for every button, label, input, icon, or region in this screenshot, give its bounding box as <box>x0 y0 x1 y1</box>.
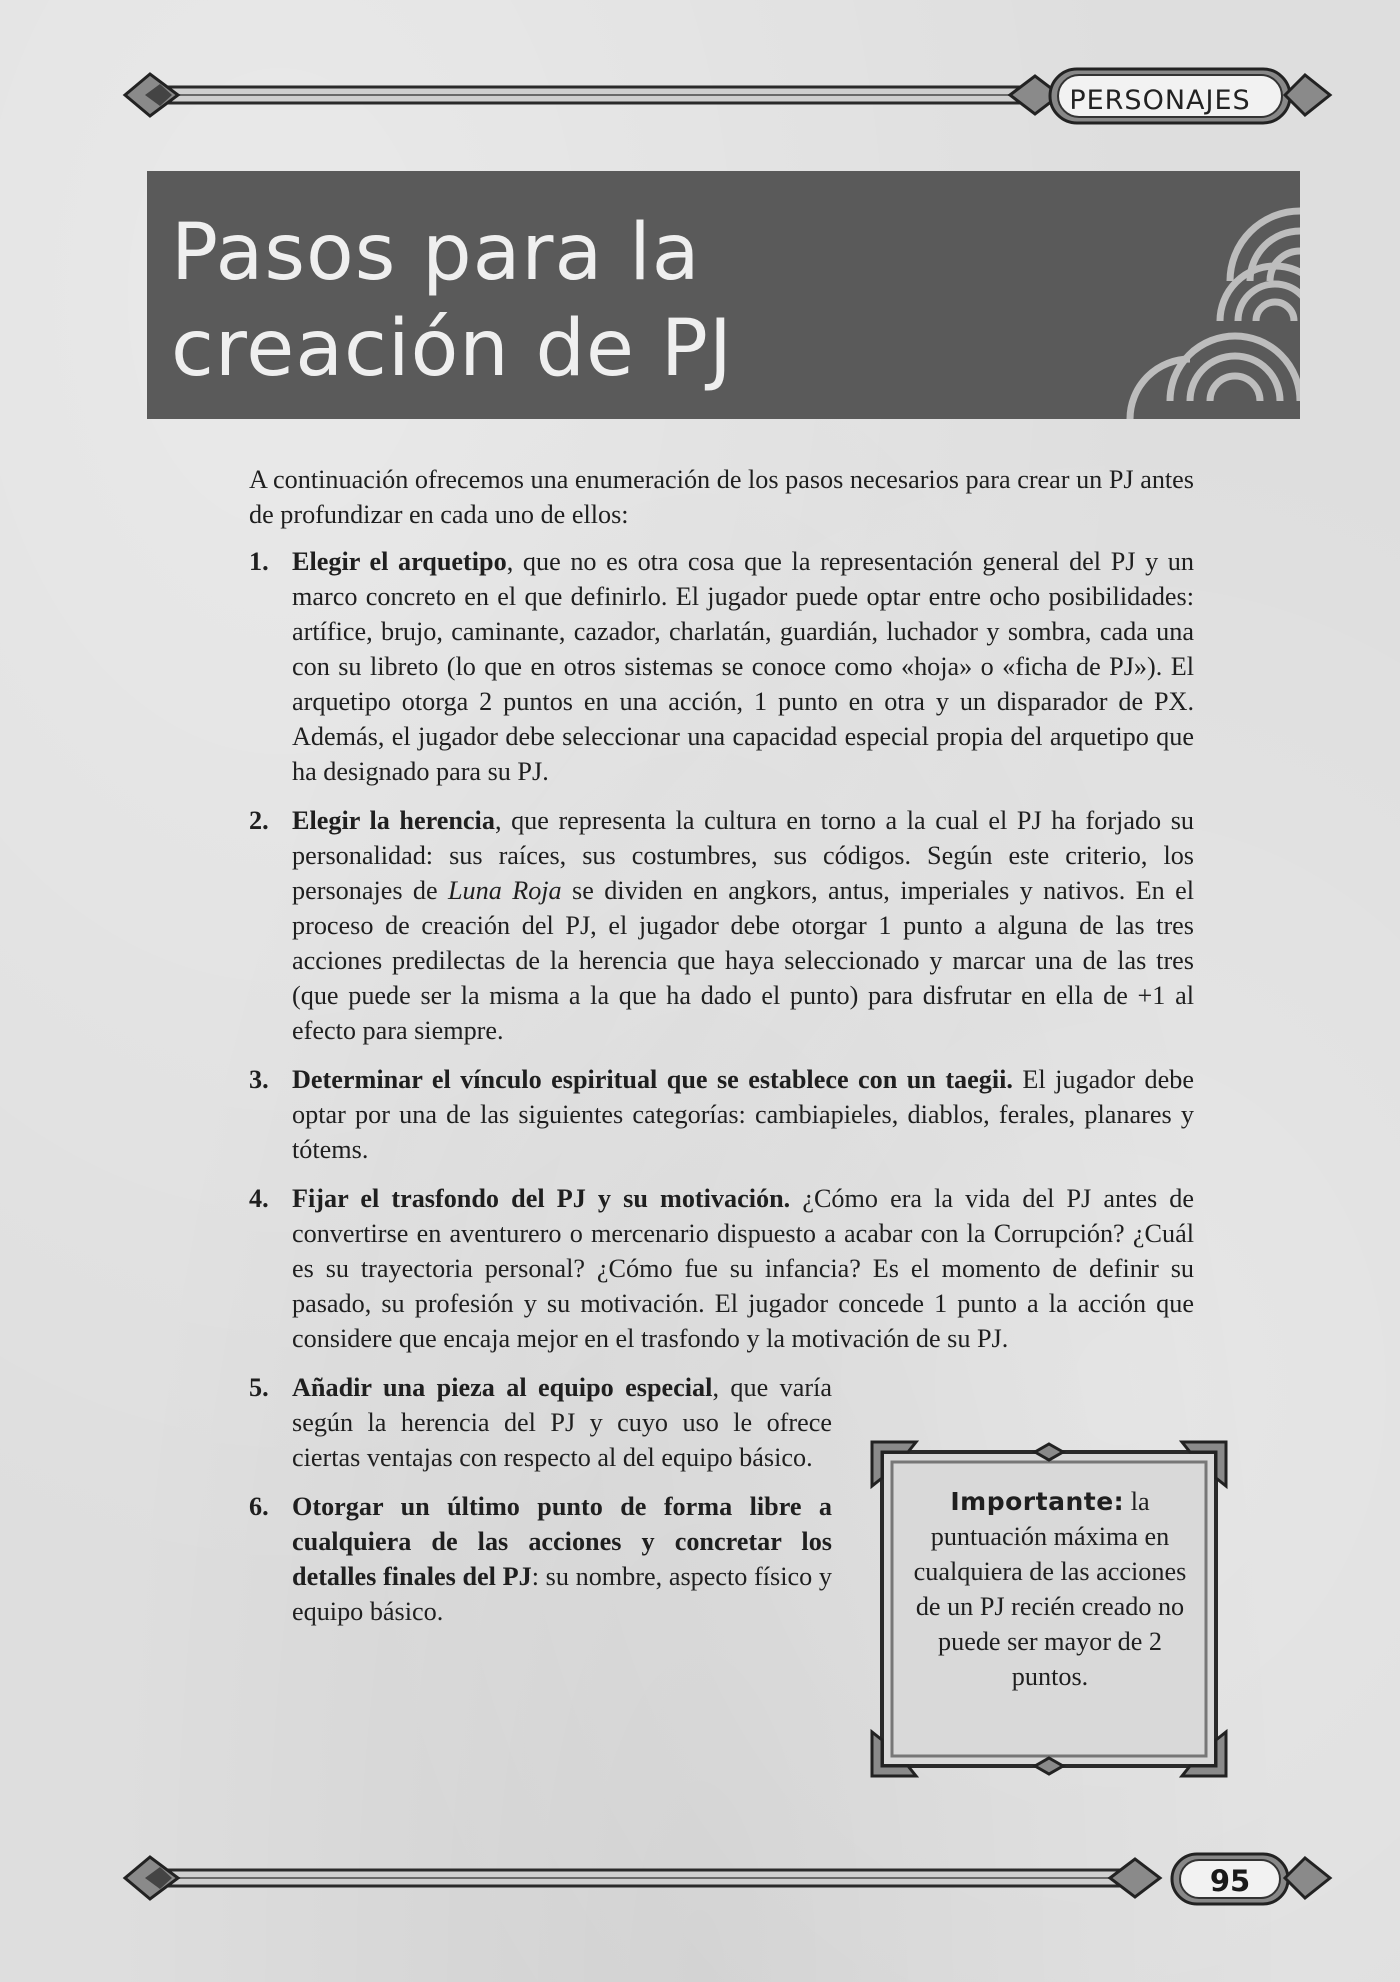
step-number: 1. <box>249 547 269 576</box>
list-item <box>249 1181 1194 1356</box>
callout-heading: Importante: <box>950 1487 1125 1516</box>
step-text: El jugador debe optar por una de las siguientes categorías: cambiapieles, diablos, ferales, planares y tótems. <box>292 1065 1194 1164</box>
page-title <box>171 205 733 397</box>
list-item <box>249 1370 832 1475</box>
swirl-ornament <box>1110 171 1300 419</box>
callout-box <box>868 1438 1230 1780</box>
step-lead: Añadir una pieza al equipo especial <box>292 1373 713 1402</box>
title-line-2: creación de PJ <box>171 304 733 394</box>
step-text: se dividen en angkors, antus, imperiales y nativos. En el proceso de creación del PJ, el jugador debe otorgar 1 punto a alguna de las tres acciones predilectas de la herencia que haya seleccionado y marcar una de las tres (que puede ser la misma a la que ha dado el punto) para disfrutar en ella de +1 al efecto para siempre. <box>292 876 1194 1045</box>
step-text: , que no es otra cosa que la representación general del PJ y un marco concreto en el que definirlo. El jugador puede optar entre ocho posibilidades: artífice, brujo, caminante, cazador, charlatán, guardián, luchador y sombra, cada una con su libreto (lo que en otros sistemas se conoce como «hoja» o «ficha de PJ»). El arquetipo otorga 2 puntos en una acción, 1 punto en otra y un disparador de PX. Además, el jugador debe seleccionar una capacidad especial propia del arquetipo que ha designado para su PJ. <box>292 547 1194 786</box>
title-banner <box>147 171 1300 419</box>
list-item <box>249 544 1194 789</box>
step-number: 2. <box>249 806 269 835</box>
step-number: 6. <box>249 1492 269 1521</box>
callout-body: la puntuación máxima en cualquiera de las acciones de un PJ recién creado no puede ser mayor de 2 puntos. <box>913 1487 1187 1691</box>
intro-paragraph: A continuación ofrecemos una enumeración de los pasos necesarios para crear un PJ antes de profundizar en cada uno de ellos: <box>249 465 1194 529</box>
step-text: : su nombre, aspecto físico y equipo básico. <box>292 1562 832 1626</box>
page-number: 95 <box>1209 1864 1251 1898</box>
step-text: ¿Cómo era la vida del PJ antes de convertirse en aventurero o mercenario dispuesto a acabar con la Corrupción? ¿Cuál es su trayectoria personal? ¿Cómo fue su infancia? Es el momento de definir su pasado, su profesión y su motivación. El jugador concede 1 punto a la acción que considere que encaja mejor en el trasfondo y la motivación de su PJ. <box>292 1184 1194 1353</box>
list-item <box>249 1489 832 1629</box>
step-lead: Otorgar un último punto de forma libre a cualquiera de las acciones y concretar los detalles finales del PJ <box>292 1492 832 1591</box>
step-lead: Determinar el vínculo espiritual que se establece con un taegii. <box>292 1065 1013 1094</box>
step-lead: Elegir la herencia <box>292 806 495 835</box>
callout-text <box>912 1484 1188 1694</box>
list-item <box>249 1062 1194 1167</box>
step-number: 4. <box>249 1184 269 1213</box>
step-lead: Fijar el trasfondo del PJ y su motivación. <box>292 1184 791 1213</box>
step-text: , que representa la cultura en torno a la cual el PJ ha forjado su personalidad: sus raíces, sus costumbres, sus códigos. Según este criterio, los personajes de <box>292 806 1194 905</box>
step-number: 5. <box>249 1373 269 1402</box>
step-lead: Elegir el arquetipo <box>292 547 507 576</box>
list-item <box>249 803 1194 1048</box>
step-text: , que varía según la herencia del PJ y cuyo uso le ofrece ciertas ventajas con respecto al del equipo básico. <box>292 1373 832 1472</box>
book-title: Luna Roja <box>447 876 562 905</box>
section-label: PERSONAJES <box>1069 84 1251 116</box>
step-number: 3. <box>249 1065 269 1094</box>
title-line-1: Pasos para la <box>171 208 701 298</box>
